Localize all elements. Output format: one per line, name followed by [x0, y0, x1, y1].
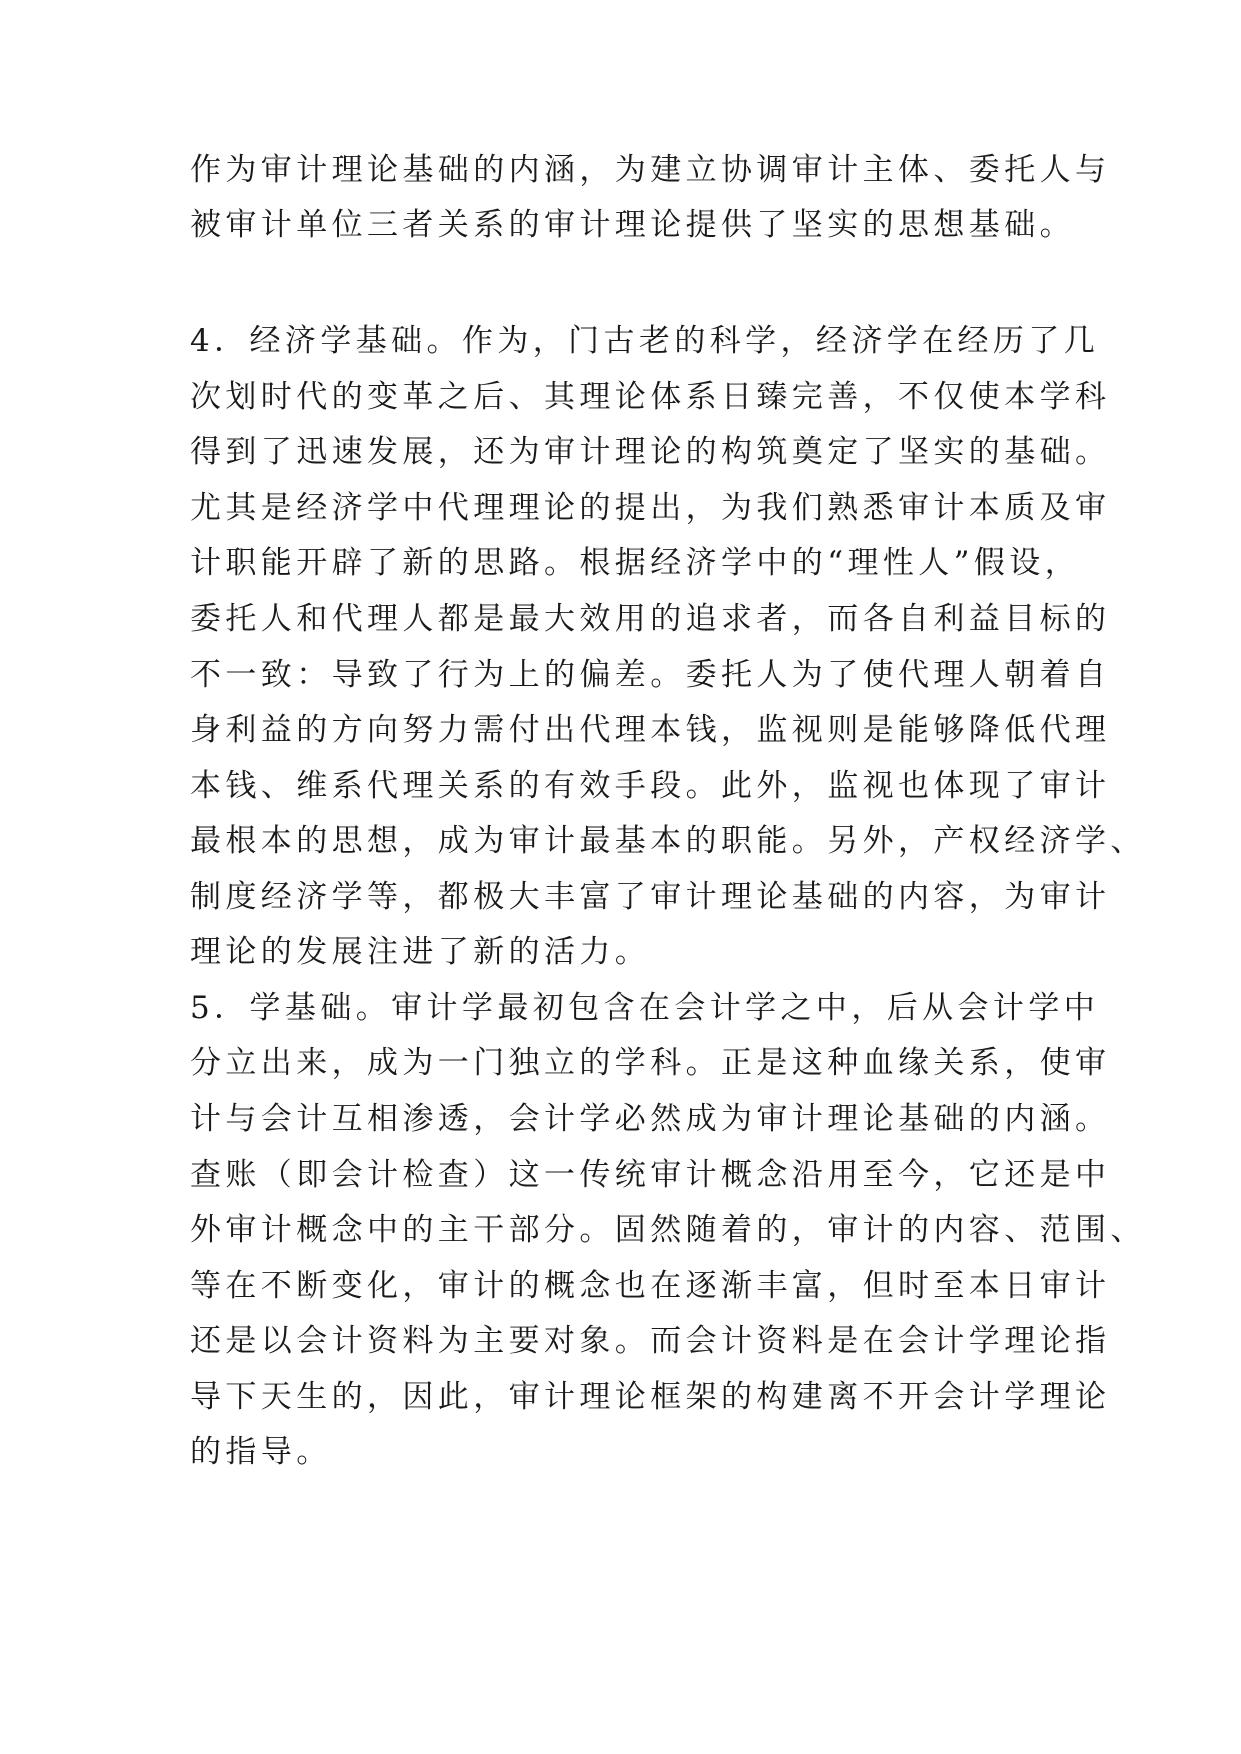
text-line: 身利益的方向努力需付出代理本钱，监视则是能够降低代理 [190, 712, 1111, 748]
text-line: 本钱、维系代理关系的有效手段。此外，监视也体现了审计 [190, 768, 1111, 804]
text-line: 导下天生的，因此，审计理论框架的构建离不开会计学理论 [190, 1379, 1111, 1415]
text-line: 等在不断变化，审计的概念也在逐渐丰富，但时至本日审计 [190, 1268, 1111, 1304]
text-line: 得到了迅速发展，还为审计理论的构筑奠定了坚实的基础。 [190, 434, 1111, 470]
text-line: 制度经济学等，都极大丰富了审计理论基础的内容，为审计 [190, 879, 1111, 915]
text-line: 外审计概念中的主干部分。固然随着的，审计的内容、范围、 [190, 1212, 1146, 1248]
text-line: 次划时代的变革之后、其理论体系日臻完善，不仅使本学科 [190, 379, 1111, 415]
text-line: 被审计单位三者关系的审计理论提供了坚实的思想基础。 [190, 207, 1075, 243]
text-line: 还是以会计资料为主要对象。而会计资料是在会计学理论指 [190, 1323, 1111, 1359]
text-line: 查账（即会计检查）这一传统审计概念沿用至今，它还是中 [190, 1157, 1111, 1193]
text-line: 计职能开辟了新的思路。根据经济学中的“理性人”假设， [190, 545, 1081, 581]
text-line: 理论的发展注进了新的活力。 [190, 934, 651, 970]
text-line: 计与会计互相渗透，会计学必然成为审计理论基础的内涵。 [190, 1101, 1111, 1137]
text-line: 分立出来，成为一门独立的学科。正是这种血缘关系，使审 [190, 1045, 1111, 1081]
text-line: 5．学基础。审计学最初包含在会计学之中，后从会计学中 [190, 990, 1100, 1026]
text-line: 作为审计理论基础的内涵，为建立协调审计主体、委托人与 [190, 152, 1111, 188]
text-line: 尤其是经济学中代理理论的提出，为我们熟悉审计本质及审 [190, 490, 1111, 526]
text-line: 的指导。 [190, 1434, 332, 1470]
text-line: 4．经济学基础。作为，门古老的科学，经济学在经历了几 [190, 323, 1100, 359]
text-line: 最根本的思想，成为审计最基本的职能。另外，产权经济学、 [190, 823, 1146, 859]
text-line: 不一致：导致了行为上的偏差。委托人为了使代理人朝着自 [190, 657, 1111, 693]
text-line: 委托人和代理人都是最大效用的追求者，而各自利益目标的 [190, 601, 1111, 637]
